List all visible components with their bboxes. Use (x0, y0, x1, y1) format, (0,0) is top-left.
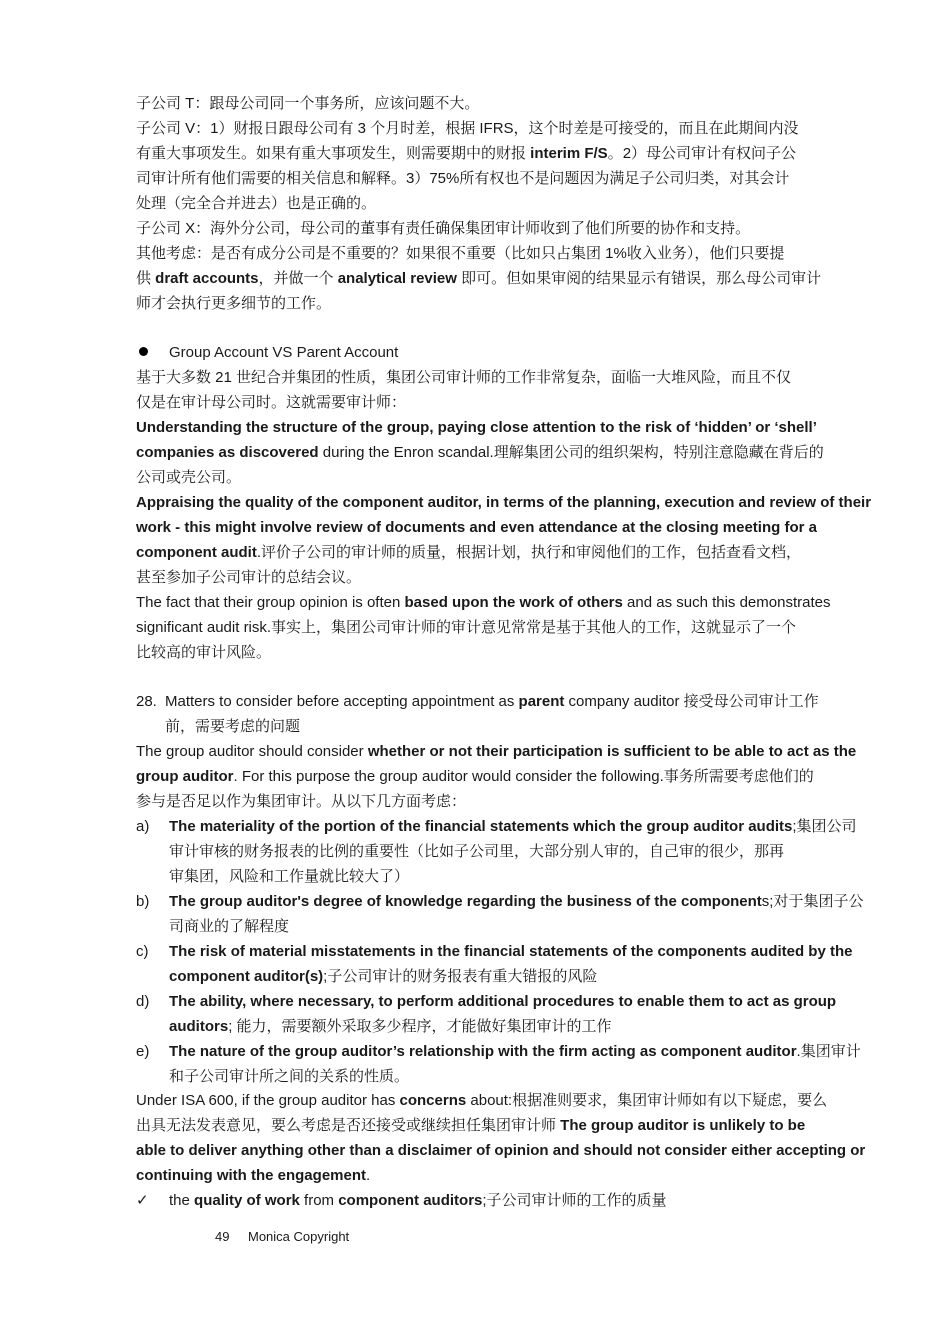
section-title: Matters to consider before accepting appointment as parent company auditor 接受母公司审计工作 前，需要考虑的问题 (165, 693, 819, 735)
paragraph-line: Understanding the structure of the group, paying close attention to the risk of ‘hidden’ or ‘shell’ (136, 419, 817, 436)
checkmark-icon: ✓ (136, 1192, 149, 1209)
list-marker: c) (136, 943, 149, 960)
paragraph-line: 甚至参加子公司审计的总结会议。 (136, 569, 362, 586)
paragraph-line: continuing with the engagement. (136, 1167, 371, 1184)
paragraph-line: 基于大多数 21 世纪合并集团的性质，集团公司审计师的工作非常复杂，面临一大堆风险，而且不仅 (136, 369, 792, 386)
intro-line: 处理（完全合并进去）也是正确的。 (136, 195, 377, 212)
list-item: The risk of material misstatements in the financial statements of the components audited by the component auditor(s);子公司审计的财务报表有重大错报的风险 (169, 943, 853, 985)
section-number: 28. (136, 693, 157, 710)
intro-line: 子公司 T：跟母公司同一个事务所，应该问题不大。 (136, 95, 480, 112)
intro-line: 供 draft accounts，并做一个 analytical review 即可。但如果审阅的结果显示有错误，那么母公司审计 (136, 270, 822, 287)
footer-copyright: Monica Copyright (248, 1229, 350, 1244)
intro-section (136, 91, 860, 316)
intro-line: 司审计所有他们需要的相关信息和解释。3）75%所有权也不是问题因为满足子公司归类，对其会计 (136, 170, 790, 187)
bullet-heading: Group Account VS Parent Account (169, 344, 399, 361)
paragraph-line: The fact that their group opinion is often based upon the work of others and as such this demonstrates (136, 594, 831, 611)
list-marker: a) (136, 818, 150, 835)
intro-line: 有重大事项发生。如果有重大事项发生，则需要期中的财报 interim F/S。2）母公司审计有权问子公 (136, 145, 797, 162)
paragraph-line: significant audit risk.事实上，集团公司审计师的审计意见常常是基于其他人的工作，这就显示了一个 (136, 619, 797, 636)
isa600-paragraph (136, 1088, 866, 1188)
paragraph-line: Appraising the quality of the component auditor, in terms of the planning, execution and review of their (136, 494, 872, 511)
list-item: The materiality of the portion of the financial statements which the group auditor audits;集团公司 审计审核的财务报表的比例的重要性（比如子公司里，大部分别人审的，自己审的很少，那再 审集团，风险和工作量就比较大了） (169, 818, 857, 885)
paragraph-line: group auditor. For this purpose the group auditor would consider the following.事务所需要考虑他们的 (136, 768, 814, 785)
paragraph-line: 比较高的审计风险。 (136, 644, 272, 661)
check-item: the quality of work from component auditors;子公司审计师的工作的质量 (169, 1192, 667, 1209)
intro-line: 其他考虑：是否有成分公司是不重要的？如果很不重要（比如只占集团 1%收入业务），他们只要提 (136, 245, 785, 262)
intro-line: 子公司 V：1）财报日跟母公司有 3 个月时差，根据 IFRS，这个时差是可接受的，而且在此期间内没 (136, 120, 799, 137)
paragraph-line: companies as discovered during the Enron scandal.理解集团公司的组织架构，特别注意隐藏在背后的 (136, 444, 824, 461)
paragraph-line: 参与是否足以作为集团审计。从以下几方面考虑： (136, 793, 467, 810)
paragraph-line: 出具无法发表意见，要么考虑是否还接受或继续担任集团审计师 The group auditor is unlikely to be (136, 1117, 806, 1134)
intro-line: 子公司 X：海外分公司，母公司的董事有责任确保集团审计师收到了他们所要的协作和支持。 (136, 220, 751, 237)
intro-line: 师才会执行更多细节的工作。 (136, 295, 332, 312)
list-item: The group auditor's degree of knowledge regarding the business of the components;对于集团子公 司商业的了解程度 (169, 893, 864, 935)
paragraph-line: component audit.评价子公司的审计师的质量，根据计划，执行和审阅他们的工作，包括查看文档， (136, 544, 801, 561)
paragraph-line: 公司或壳公司。 (136, 469, 242, 486)
group-vs-parent-section (136, 365, 872, 665)
page-number: 49 (215, 1229, 230, 1244)
paragraph-line: able to deliver anything other than a disclaimer of opinion and should not consider either accepting or (136, 1142, 866, 1159)
list-item: The ability, where necessary, to perform additional procedures to enable them to act as group auditors; 能力，需要额外采取多少程序，才能做好集团审计的工作 (169, 993, 837, 1035)
paragraph-line: work - this might involve review of documents and even attendance at the closing meeting for a (136, 519, 817, 536)
list-item: The nature of the group auditor’s relationship with the firm acting as component auditor.集团审计 和子公司审计所之间的关系的性质。 (169, 1043, 861, 1085)
list-marker: b) (136, 893, 150, 910)
list-marker: d) (136, 993, 150, 1010)
section28-intro (136, 739, 860, 814)
paragraph-line: The group auditor should consider whether or not their participation is sufficient to be able to act as the (136, 743, 857, 760)
list-marker: e) (136, 1043, 150, 1060)
paragraph-line: 仅是在审计母公司时。这就需要审计师： (136, 394, 407, 411)
paragraph-line: Under ISA 600, if the group auditor has concerns about:根据准则要求，集团审计师如有以下疑虑，要么 (136, 1092, 828, 1109)
bullet-icon (139, 347, 148, 356)
